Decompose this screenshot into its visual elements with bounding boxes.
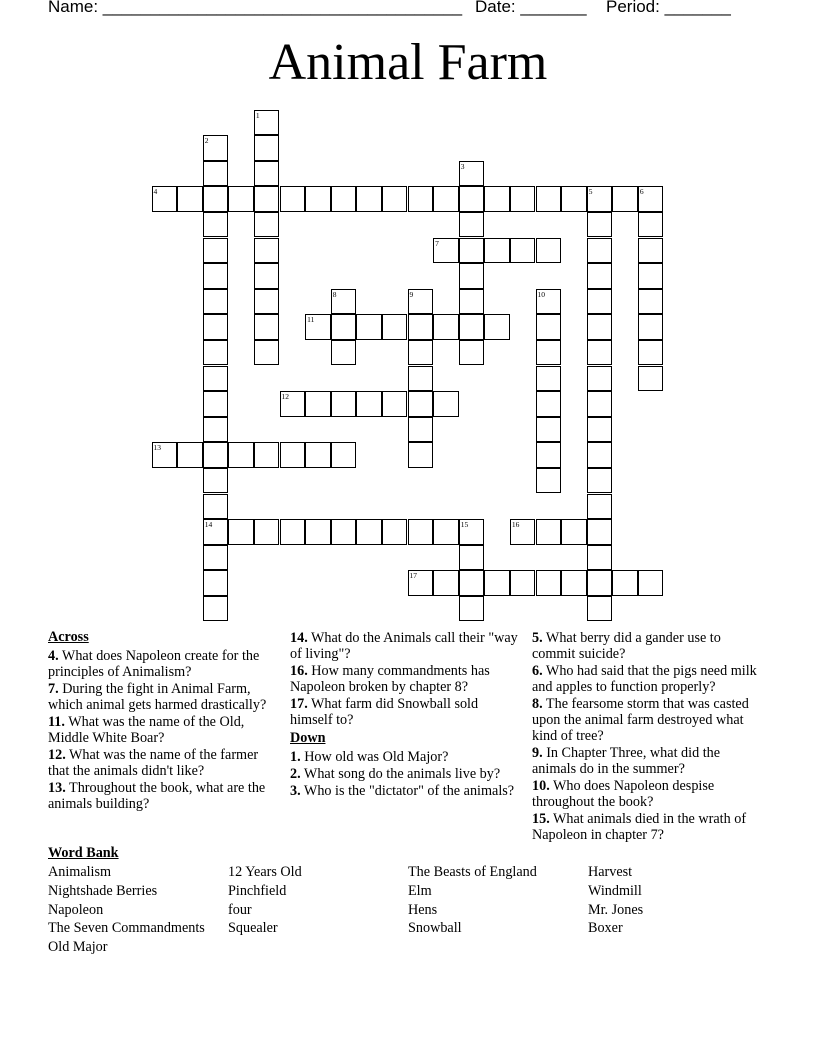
clue-across-14: 14. What do the Animals call their "way of living"? <box>290 630 518 662</box>
crossword-cell[interactable] <box>280 186 306 212</box>
crossword-cell[interactable] <box>433 186 459 212</box>
crossword-cell[interactable] <box>536 570 562 596</box>
crossword-cell[interactable] <box>254 263 280 289</box>
clue-across-11: 11. What was the name of the Old, Middle White Boar? <box>48 714 245 746</box>
crossword-cell[interactable] <box>203 545 229 571</box>
crossword-cell[interactable] <box>638 238 664 264</box>
crossword-cell[interactable] <box>331 186 357 212</box>
clue-across-12: 12. What was the name of the farmer that the animals didn't like? <box>48 747 259 779</box>
cell-number: 13 <box>153 443 161 453</box>
crossword-cell[interactable] <box>587 442 613 468</box>
cell-number: 4 <box>153 187 158 197</box>
crossword-cell[interactable] <box>484 314 510 340</box>
clue-down-9: 9. In Chapter Three, what did the animals do in the summer? <box>532 745 721 777</box>
crossword-cell[interactable] <box>484 186 510 212</box>
crossword-cell[interactable] <box>280 442 306 468</box>
crossword-cell[interactable] <box>203 442 229 468</box>
crossword-cell[interactable] <box>638 263 664 289</box>
crossword-cell[interactable] <box>356 391 382 417</box>
cell-number: 7 <box>435 238 439 248</box>
crossword-cell[interactable] <box>536 314 562 340</box>
crossword-cell[interactable] <box>331 391 357 417</box>
word-bank-item: Mr. Jones <box>588 902 644 918</box>
crossword-cell[interactable] <box>280 391 306 417</box>
clue-down-1: 1. How old was Old Major? <box>290 749 449 765</box>
crossword-cell[interactable] <box>536 289 562 315</box>
crossword-cell[interactable] <box>331 442 357 468</box>
word-bank-item: Windmill <box>588 883 642 899</box>
crossword-cell[interactable] <box>408 519 434 545</box>
cell-number: 12 <box>281 392 289 402</box>
word-bank-item: Squealer <box>228 920 278 936</box>
crossword-cell[interactable] <box>408 570 434 596</box>
crossword-cell[interactable] <box>254 314 280 340</box>
crossword-cell[interactable] <box>254 161 280 187</box>
crossword-cell[interactable] <box>561 186 587 212</box>
crossword-cell[interactable] <box>203 135 229 161</box>
crossword-cell[interactable] <box>536 468 562 494</box>
crossword-cell[interactable] <box>305 391 331 417</box>
word-bank-item: 12 Years Old <box>228 864 302 880</box>
crossword-cell[interactable] <box>254 289 280 315</box>
crossword-cell[interactable] <box>382 391 408 417</box>
crossword-cell[interactable] <box>228 519 254 545</box>
crossword-cell[interactable] <box>203 289 229 315</box>
word-bank-item: four <box>228 902 252 918</box>
cell-number: 8 <box>332 289 337 299</box>
crossword-cell[interactable] <box>433 314 459 340</box>
crossword-cell[interactable] <box>254 340 280 366</box>
crossword-cell[interactable] <box>203 238 229 264</box>
crossword-cell[interactable] <box>408 340 434 366</box>
clue-down-10: 10. Who does Napoleon despise throughout the book? <box>532 778 715 810</box>
cell-number: 5 <box>588 187 593 197</box>
crossword-cell[interactable] <box>638 366 664 392</box>
crossword-cell[interactable] <box>459 596 485 622</box>
cell-number: 10 <box>537 289 545 299</box>
crossword-cell[interactable] <box>228 442 254 468</box>
crossword-cell[interactable] <box>254 110 280 136</box>
crossword-cell[interactable] <box>536 442 562 468</box>
word-bank-item: Hens <box>408 902 438 918</box>
crossword-cell[interactable] <box>356 186 382 212</box>
clues-column-3 <box>532 630 764 844</box>
cell-number: 17 <box>409 571 417 581</box>
cell-number: 9 <box>409 289 414 299</box>
crossword-cell[interactable] <box>459 519 485 545</box>
crossword-cell[interactable] <box>484 570 510 596</box>
crossword-cell[interactable] <box>459 340 485 366</box>
clue-down-8: 8. The fearsome storm that was casted upon the animal farm destroyed what kind of tree? <box>532 696 749 744</box>
crossword-cell[interactable] <box>177 186 203 212</box>
crossword-cell[interactable] <box>203 391 229 417</box>
crossword-cell[interactable] <box>459 238 485 264</box>
crossword-cell[interactable] <box>587 238 613 264</box>
name-field-label: Name: ______________________________________ <box>48 0 463 16</box>
crossword-cell[interactable] <box>587 596 613 622</box>
crossword-cell[interactable] <box>254 238 280 264</box>
crossword-cell[interactable] <box>536 366 562 392</box>
crossword-cell[interactable] <box>638 212 664 238</box>
word-bank-item: Harvest <box>588 864 633 880</box>
crossword-cell[interactable] <box>587 212 613 238</box>
crossword-cell[interactable] <box>408 417 434 443</box>
crossword-cell[interactable] <box>305 314 331 340</box>
crossword-cell[interactable] <box>561 519 587 545</box>
crossword-cell[interactable] <box>305 442 331 468</box>
crossword-cell[interactable] <box>331 314 357 340</box>
crossword-cell[interactable] <box>280 519 306 545</box>
crossword-cell[interactable] <box>587 468 613 494</box>
word-bank-item: Animalism <box>48 864 112 880</box>
crossword-cell[interactable] <box>536 340 562 366</box>
word-bank-item: Boxer <box>588 920 623 936</box>
cell-number: 15 <box>460 520 469 530</box>
crossword-cell[interactable] <box>536 519 562 545</box>
clue-across-13: 13. Throughout the book, what are the animals building? <box>48 780 266 812</box>
crossword-cell[interactable] <box>587 289 613 315</box>
clue-down-5: 5. What berry did a gander use to commit suicide? <box>532 630 721 662</box>
cell-number: 11 <box>307 315 315 325</box>
crossword-cell[interactable] <box>587 314 613 340</box>
crossword-cell[interactable] <box>331 519 357 545</box>
crossword-cell[interactable] <box>484 238 510 264</box>
crossword-cell[interactable] <box>254 519 280 545</box>
cell-number: 16 <box>511 520 520 530</box>
crossword-cell[interactable] <box>408 289 434 315</box>
crossword-cell[interactable] <box>331 340 357 366</box>
crossword-cell[interactable] <box>305 186 331 212</box>
period-field-label: Period: _______ <box>606 0 731 16</box>
crossword-cell[interactable] <box>459 263 485 289</box>
crossword-cell[interactable] <box>536 238 562 264</box>
word-bank-item: Elm <box>408 883 432 899</box>
crossword-cell[interactable] <box>587 340 613 366</box>
cell-number: 14 <box>204 520 213 530</box>
crossword-cell[interactable] <box>612 570 638 596</box>
crossword-cell[interactable] <box>305 519 331 545</box>
crossword-cell[interactable] <box>177 442 203 468</box>
crossword-cell[interactable] <box>408 186 434 212</box>
crossword-cell[interactable] <box>433 391 459 417</box>
cell-number: 1 <box>255 110 260 120</box>
crossword-cell[interactable] <box>587 263 613 289</box>
crossword-cell[interactable] <box>433 519 459 545</box>
crossword-cell[interactable] <box>203 468 229 494</box>
crossword-cell[interactable] <box>203 519 229 545</box>
crossword-cell[interactable] <box>536 417 562 443</box>
crossword-cell[interactable] <box>228 186 254 212</box>
across-heading: Across <box>48 629 89 645</box>
crossword-cell[interactable] <box>356 314 382 340</box>
clue-down-6: 6. Who had said that the pigs need milk and apples to function properly? <box>532 663 757 695</box>
clue-across-4: 4. What does Napoleon create for the principles of Animalism? <box>48 648 260 680</box>
crossword-cell[interactable] <box>408 442 434 468</box>
crossword-cell[interactable] <box>408 314 434 340</box>
crossword-cell[interactable] <box>254 442 280 468</box>
crossword-cell[interactable] <box>254 186 280 212</box>
crossword-cell[interactable] <box>587 417 613 443</box>
crossword-cell[interactable] <box>459 161 485 187</box>
crossword-cell[interactable] <box>638 314 664 340</box>
crossword-cell[interactable] <box>459 212 485 238</box>
word-bank-item: Snowball <box>408 920 462 936</box>
crossword-cell[interactable] <box>587 494 613 520</box>
cell-number: 2 <box>204 136 209 146</box>
clues-column-2 <box>290 630 522 800</box>
crossword-cell[interactable] <box>459 570 485 596</box>
crossword-cell[interactable] <box>203 596 229 622</box>
crossword-cell[interactable] <box>203 186 229 212</box>
crossword-cell[interactable] <box>638 340 664 366</box>
crossword-cell[interactable] <box>459 314 485 340</box>
word-bank-item: Old Major <box>48 939 108 955</box>
crossword-cell[interactable] <box>536 391 562 417</box>
clues-column-1 <box>48 629 280 813</box>
crossword-cell[interactable] <box>587 391 613 417</box>
crossword-cell[interactable] <box>510 570 536 596</box>
crossword-cell[interactable] <box>638 289 664 315</box>
clue-across-16: 16. How many commandments has Napoleon broken by chapter 8? <box>290 663 490 695</box>
crossword-cell[interactable] <box>459 545 485 571</box>
crossword-cell[interactable] <box>203 263 229 289</box>
crossword-cell[interactable] <box>433 238 459 264</box>
crossword-cell[interactable] <box>408 366 434 392</box>
crossword-cell[interactable] <box>612 186 638 212</box>
crossword-cell[interactable] <box>203 161 229 187</box>
crossword-cell[interactable] <box>510 519 536 545</box>
crossword-cell[interactable] <box>587 519 613 545</box>
crossword-cell[interactable] <box>331 289 357 315</box>
crossword-cell[interactable] <box>203 366 229 392</box>
word-bank-item: Nightshade Berries <box>48 883 158 899</box>
crossword-cell[interactable] <box>638 186 664 212</box>
word-bank-title: Word Bank <box>48 845 119 861</box>
crossword-cell[interactable] <box>587 366 613 392</box>
crossword-cell[interactable] <box>587 545 613 571</box>
crossword-cell[interactable] <box>356 519 382 545</box>
crossword-cell[interactable] <box>203 212 229 238</box>
crossword-cell[interactable] <box>433 570 459 596</box>
crossword-cell[interactable] <box>254 135 280 161</box>
crossword-cell[interactable] <box>203 570 229 596</box>
crossword-cell[interactable] <box>152 186 178 212</box>
date-field-label: Date: _______ <box>475 0 587 16</box>
cell-number: 6 <box>639 187 644 197</box>
crossword-cell[interactable] <box>510 238 536 264</box>
crossword-cell[interactable] <box>459 186 485 212</box>
crossword-cell[interactable] <box>638 570 664 596</box>
crossword-cell[interactable] <box>254 212 280 238</box>
crossword-cell[interactable] <box>510 186 536 212</box>
crossword-cell[interactable] <box>536 186 562 212</box>
crossword-cell[interactable] <box>382 186 408 212</box>
clue-across-17: 17. What farm did Snowball sold himself to? <box>290 696 479 728</box>
word-bank-item: The Beasts of England <box>408 864 537 880</box>
word-bank-item: The Seven Commandments <box>48 920 205 936</box>
word-bank-item: Napoleon <box>48 902 104 918</box>
crossword-cell[interactable] <box>152 442 178 468</box>
clue-down-2: 2. What song do the animals live by? <box>290 766 501 782</box>
crossword-cell[interactable] <box>203 340 229 366</box>
crossword-cell[interactable] <box>203 417 229 443</box>
crossword-cell[interactable] <box>382 519 408 545</box>
word-bank-item: Pinchfield <box>228 883 287 899</box>
crossword-cell[interactable] <box>408 391 434 417</box>
crossword-cell[interactable] <box>587 570 613 596</box>
page-title: Animal Farm <box>268 34 548 91</box>
clue-down-3: 3. Who is the "dictator" of the animals? <box>290 783 515 799</box>
clue-down-15: 15. What animals died in the wrath of Napoleon in chapter 7? <box>532 811 747 843</box>
down-heading: Down <box>290 730 326 746</box>
crossword-cell[interactable] <box>203 494 229 520</box>
crossword-cell[interactable] <box>587 186 613 212</box>
crossword-cell[interactable] <box>561 570 587 596</box>
crossword-cell[interactable] <box>203 314 229 340</box>
crossword-cell[interactable] <box>459 289 485 315</box>
cell-number: 3 <box>460 161 465 171</box>
clue-across-7: 7. During the fight in Animal Farm, which animal gets harmed drastically? <box>48 681 267 713</box>
crossword-cell[interactable] <box>382 314 408 340</box>
